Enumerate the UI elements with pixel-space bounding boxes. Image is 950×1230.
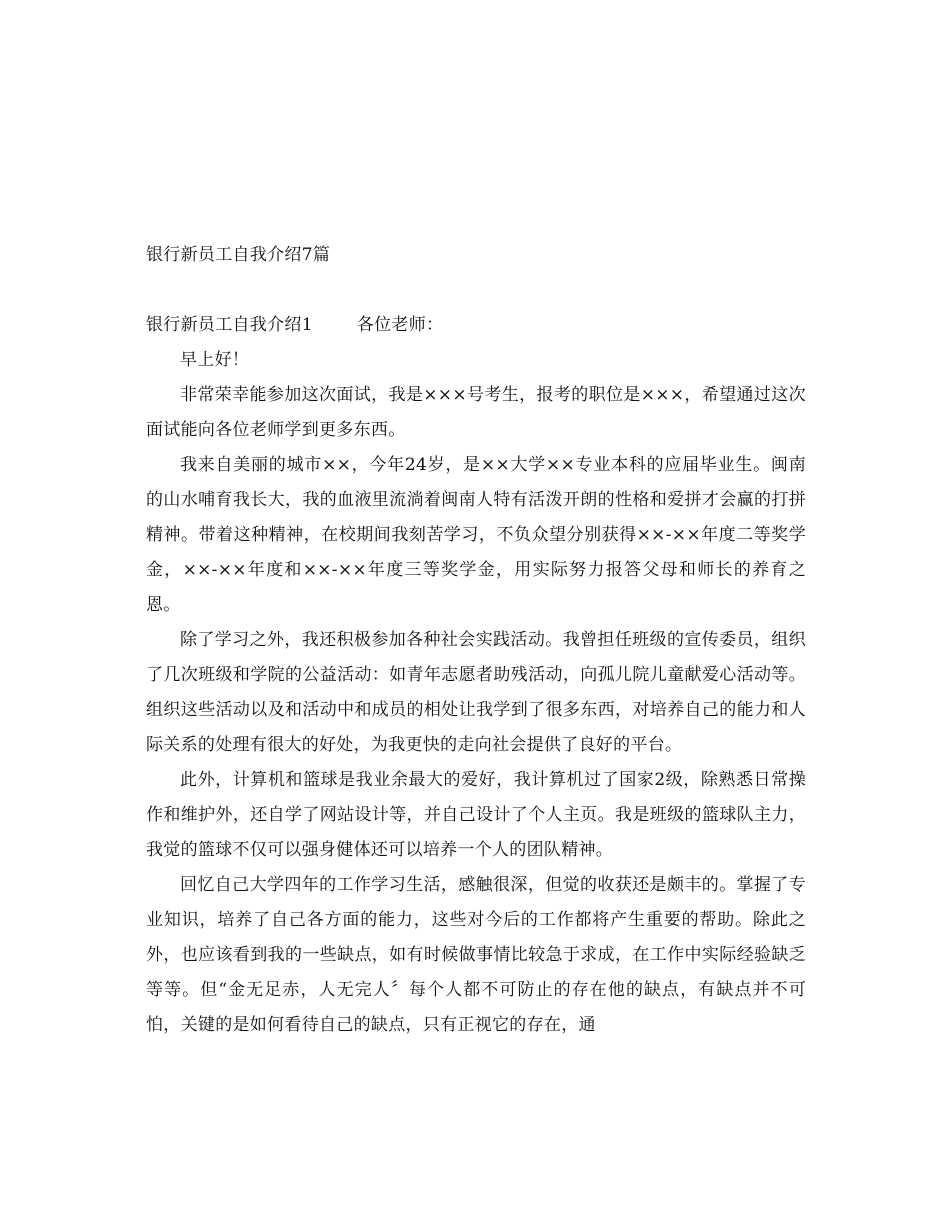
section-heading: 银行新员工自我介绍1 bbox=[146, 315, 313, 335]
paragraph-activities: 除了学习之外，我还积极参加各种社会实践活动。我曾担任班级的宣传委员，组织了几次班级和学院的公益活动：如青年志愿者助残活动，向孤儿院儿童献爱心活动等。组织这些活动以及和活动中和成员的相处让我学到了很多东西，对培养自己的能力和人际关系的处理有很大的好处，为我更快的走向社会提供了良好的平台。 bbox=[146, 630, 806, 755]
section-heading-line bbox=[146, 308, 806, 343]
paragraph-intro: 非常荣幸能参加这次面试，我是×××号考生，报考的职位是×××，希望通过这次面试能向各位老师学到更多东西。 bbox=[146, 385, 806, 440]
paragraph-background: 我来自美丽的城市××，今年24岁，是××大学××专业本科的应届毕业生。闽南的山水哺育我长大，我的血液里流淌着闽南人特有活泼开朗的性格和爱拼才会赢的打拼精神。带着这种精神，在校期间我刻苦学习，不负众望分别获得××-××年度二等奖学金，××-××年度和××-××年度三等奖学金，用实际努力报答父母和师长的养育之恩。 bbox=[146, 455, 806, 615]
document-body bbox=[146, 238, 806, 1043]
paragraph-reflection: 回忆自己大学四年的工作学习生活，感触很深，但觉的收获还是颇丰的。掌握了专业知识，培养了自己各方面的能力，这些对今后的工作都将产生重要的帮助。除此之外，也应该看到我的一些缺点，如有时候做事情比较急于求成，在工作中实际经验缺乏等等。但“金无足赤，人无完人〞每个人都不可防止的存在他的缺点，有缺点并不可怕，关键的是如何看待自己的缺点，只有正视它的存在，通 bbox=[146, 875, 806, 1035]
document-title: 银行新员工自我介绍7篇 bbox=[146, 245, 331, 265]
paragraph-hobbies: 此外，计算机和篮球是我业余最大的爱好，我计算机过了国家2级，除熟悉日常操作和维护外，还自学了网站设计等，并自己设计了个人主页。我是班级的篮球队主力，我觉的篮球不仅可以强身健体还可以培养一个人的团队精神。 bbox=[146, 770, 806, 860]
paragraph-greeting: 早上好！ bbox=[180, 350, 250, 370]
salutation: 各位老师： bbox=[356, 315, 444, 335]
